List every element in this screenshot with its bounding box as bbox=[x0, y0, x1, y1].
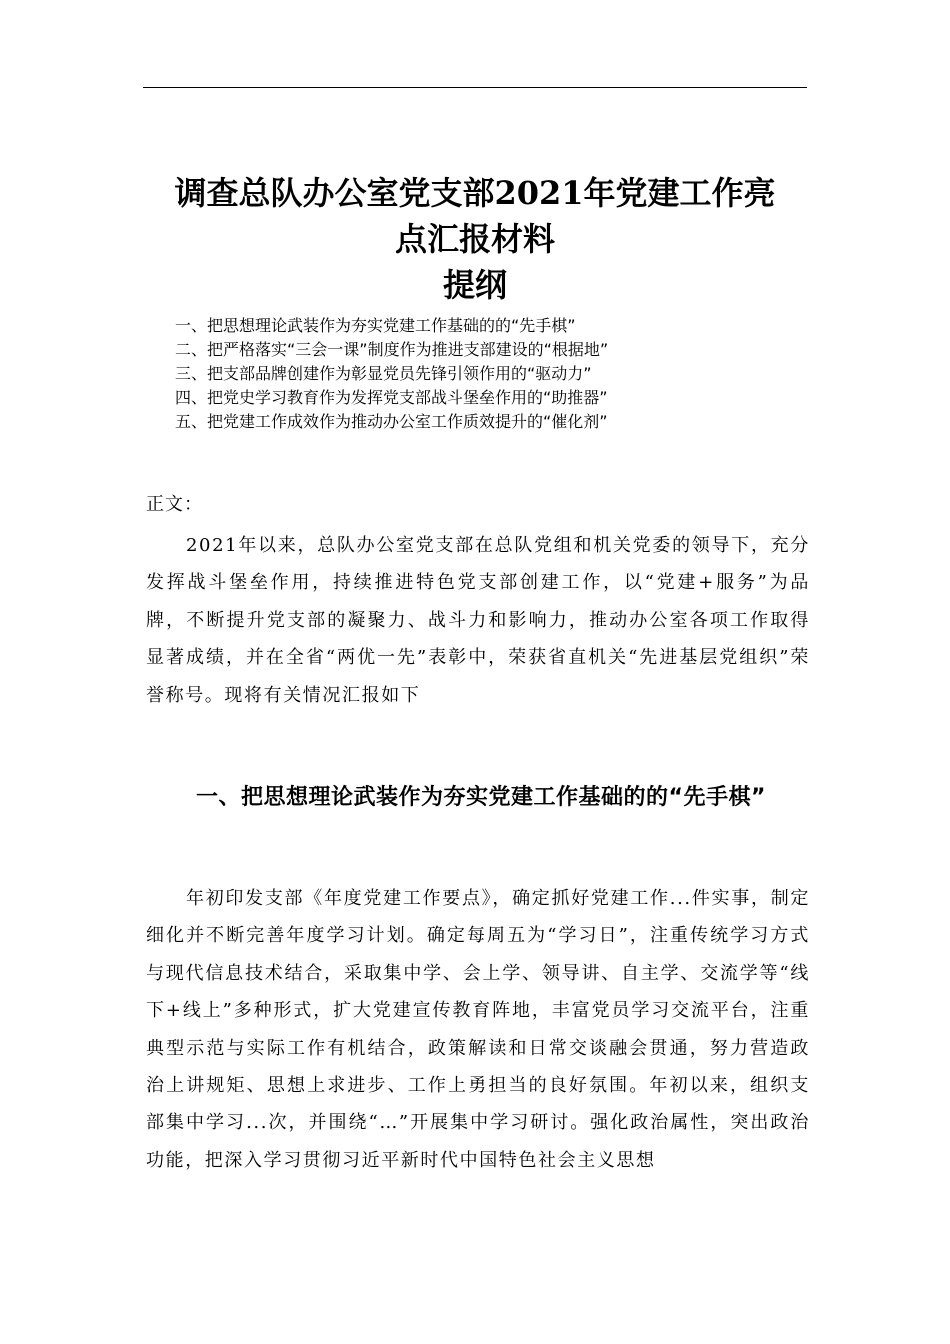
outline-heading: 提纲 bbox=[442, 266, 507, 304]
header-rule bbox=[143, 87, 807, 88]
outline-item: 四、把党史学习教育作为发挥党支部战斗堡垒作用的“助推器” bbox=[175, 388, 608, 407]
body-label: 正文： bbox=[146, 494, 203, 515]
section-1-paragraph: 年初印发支部《年度党建工作要点》，确定抓好党建工作...件实事，制定细化并不断完善年度学习计划。确定每周五为“学习日”，注重传统学习方式与现代信息技术结合，采取集中学、会上学、领导讲、自主学、交流学等“线下+线上”多种形式，扩大党建宣传教育阵地，丰富党员学习交流平台，注重典型示范与实际工作有机结合，政策解读和日常交谈融会贯通，努力营造政治上讲规矩、思想上求进步、工作上勇担当的良好氛围。年初以来，组织支部集中学习...次，并围绕“…”开展集中学习研讨。强化政治属性，突出政治功能，把深入学习贯彻习近平新时代中国特色社会主义思想 bbox=[146, 888, 810, 1171]
document-title-line-2: 点汇报材料 bbox=[394, 220, 555, 258]
outline-item: 三、把支部品牌创建作为彰显党员先锋引领作用的“驱动力” bbox=[175, 364, 592, 383]
outline-item: 二、把严格落实“三会一课”制度作为推进支部建设的“根据地” bbox=[175, 340, 609, 359]
outline-list bbox=[175, 314, 815, 434]
outline-item: 一、把思想理论武装作为夯实党建工作基础的的“先手棋” bbox=[175, 316, 576, 335]
section-heading-1: 一、把思想理论武装作为夯实党建工作基础的的“先手棋” bbox=[196, 785, 766, 810]
document-title-line-1: 调查总队办公室党支部2021年党建工作亮 bbox=[174, 174, 776, 212]
outline-item: 五、把党建工作成效作为推动办公室工作质效提升的“催化剂” bbox=[175, 412, 608, 431]
intro-paragraph: 2021年以来，总队办公室党支部在总队党组和机关党委的领导下，充分发挥战斗堡垒作用，持续推进特色党支部创建工作，以“党建+服务”为品牌，不断提升党支部的凝聚力、战斗力和影响力，推动办公室各项工作取得显著成绩，并在全省“两优一先”表彰中，荣获省直机关“先进基层党组织”荣誉称号。现将有关情况汇报如下 bbox=[146, 535, 810, 706]
